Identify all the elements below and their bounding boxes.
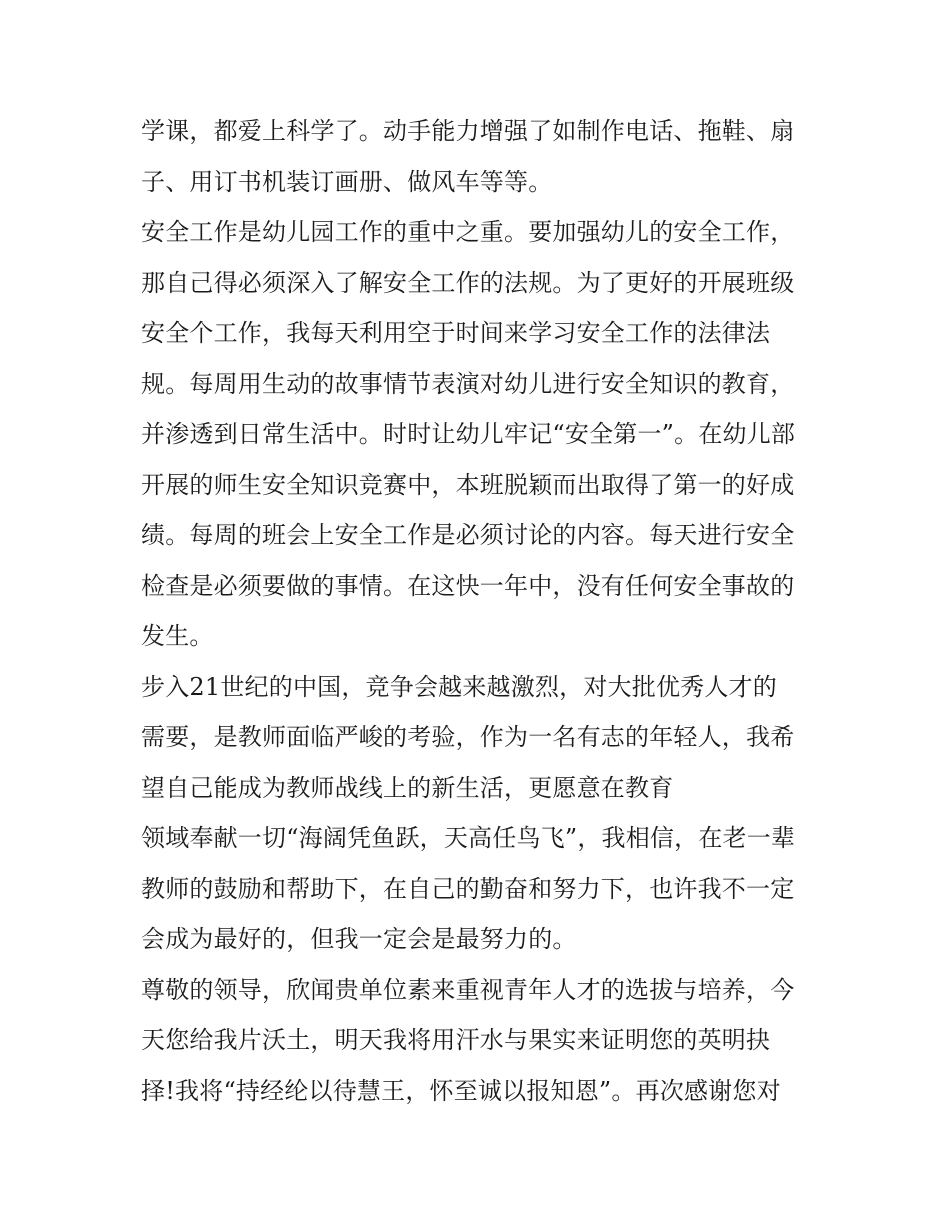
- text-line: 绩。每周的班会上安全工作是必须讨论的内容。每天进行安全: [141, 521, 795, 549]
- text-line: 安全个工作，我每天利用空于时间来学习安全工作的法律法: [141, 319, 771, 347]
- text-line: 会成为最好的，但我一定会是最努力的。: [141, 925, 577, 953]
- text-line: 需要，是教师面临严峻的考验，作为一名有志的年轻人，我希: [141, 723, 795, 751]
- text-line: 教师的鼓励和帮助下，在自己的勤奋和努力下，也许我不一定: [141, 874, 795, 903]
- text-line: 望自己能成为教师战线上的新生活，更愿意在教育: [141, 773, 674, 802]
- text-line: 步入21世纪的中国，竞争会越来越激烈，对大批优秀人才的: [141, 672, 777, 701]
- document-body: [141, 106, 821, 1116]
- text-line: 学课，都爱上科学了。动手能力增强了如制作电话、拖鞋、扇: [141, 117, 795, 145]
- text-line: 规。每周用生动的故事情节表演对幼儿进行安全知识的教育，: [141, 369, 795, 398]
- text-line: 那自己得必须深入了解安全工作的法规。为了更好的开展班级: [141, 268, 795, 297]
- text-line: 检查是必须要做的事情。在这快一年中，没有任何安全事故的: [141, 571, 795, 600]
- text-line: 尊敬的领导，欣闻贵单位素来重视青年人才的选拔与培养，今: [141, 975, 795, 1004]
- text-line: 开展的师生安全知识竞赛中，本班脱颖而出取得了第一的好成: [141, 470, 795, 499]
- text-line: 发生。: [141, 622, 214, 650]
- text-line: 安全工作是幼儿园工作的重中之重。要加强幼儿的安全工作，: [141, 218, 795, 246]
- text-line: 择!我将“持经纶以待慧王，怀至诚以报知恩”。再次感谢您对: [141, 1076, 781, 1105]
- text-line: 领域奉献一切“海阔凭鱼跃，天高任鸟飞”，我相信，在老一辈: [141, 824, 796, 852]
- text-line: 天您给我片沃土，明天我将用汗水与果实来证明您的英明抉: [141, 1026, 771, 1054]
- text-line: 子、用订书机装订画册、做风车等等。: [141, 167, 553, 196]
- text-line: 并渗透到日常生活中。时时让幼儿牢记“安全第一”。在幼儿部: [141, 420, 796, 448]
